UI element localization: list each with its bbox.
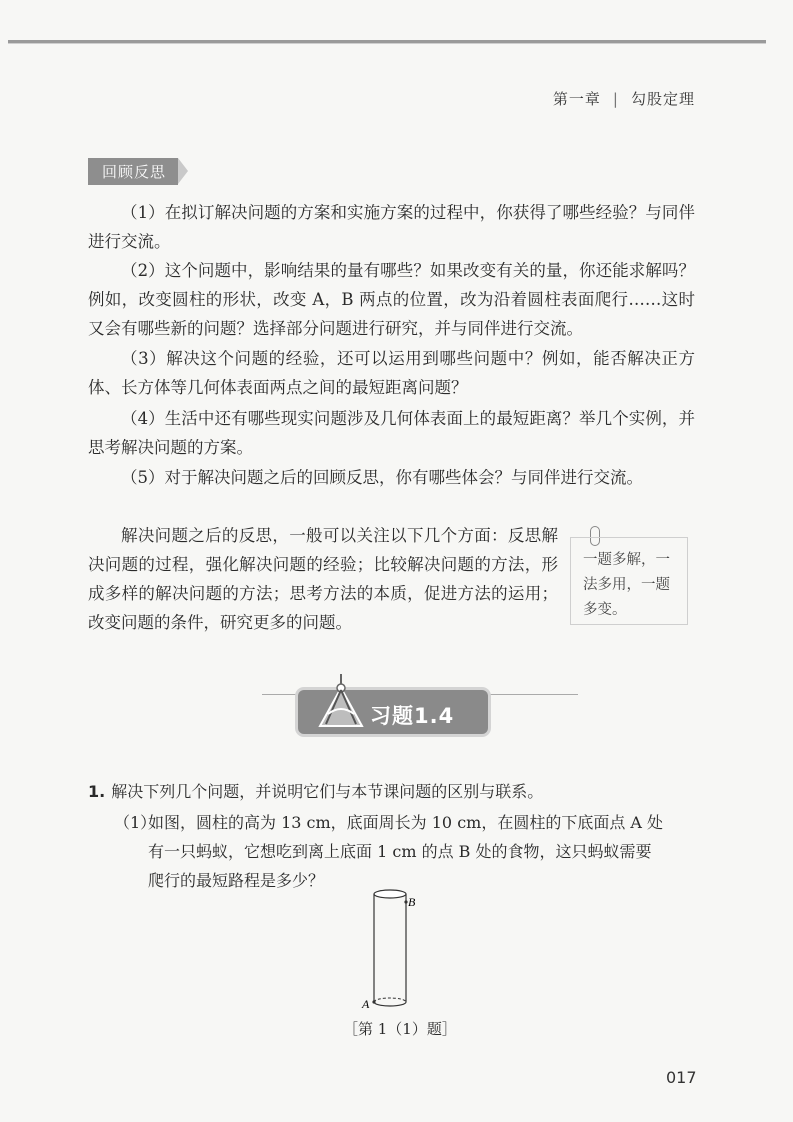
compass-ruler-icon (314, 670, 368, 732)
sidenote-box: 一题多解，一法多用，一题多变。 (570, 537, 688, 625)
running-header (553, 88, 695, 109)
page-number: 017 (666, 1068, 697, 1087)
question-text: 解决下列几个问题，并说明它们与本节课问题的区别与联系。 (111, 782, 544, 801)
top-rule (8, 40, 766, 44)
reflection-item-2: （2）这个问题中，影响结果的量有哪些？如果改变有关的量，你还能求解吗？例如，改变圆柱的形状，改变 A，B 两点的位置，改为沿着圆柱表面爬行……这时又会有哪些新的问题？选择部分问题进行研究，并与同伴进行交流。 (88, 261, 695, 338)
reflection-item-5: （5）对于解决问题之后的回顾反思，你有哪些体会？与同伴进行交流。 (121, 468, 643, 487)
chapter-title: 勾股定理 (630, 90, 695, 108)
subquestion-line-3: 爬行的最短路程是多少？ (148, 871, 325, 890)
cylinder-figure (360, 886, 430, 1014)
chapter-number: 第一章 (552, 90, 601, 108)
subquestion-line-1: 如图，圆柱的高为 13 cm，底面周长为 10 cm，在圆柱的下底面点 A 处 (148, 813, 664, 832)
header-separator: | (612, 90, 619, 108)
reflection-summary: 解决问题之后的反思，一般可以关注以下几个方面：反思解决问题的过程，强化解决问题的经验；比较解决问题的方法，形成多样的解决问题的方法；思考方法的本质，促进方法的运用；改变问题的条件，研究更多的问题。 (88, 526, 558, 632)
exercise-title: 习题1.4 (370, 704, 455, 728)
subquestion-number: （1） (114, 813, 157, 832)
question-1 (88, 778, 708, 806)
question-1-1 (114, 808, 698, 895)
reflection-item-3: （3）解决这个问题的经验，还可以运用到哪些问题中？例如，能否解决正方体、长方体等几何体表面两点之间的最短距离问题？ (88, 349, 695, 397)
reflection-item-1: （1）在拟订解决问题的方案和实施方案的过程中，你获得了哪些经验？与同伴进行交流。 (88, 203, 695, 251)
point-a-label: A (362, 997, 370, 1011)
section-label-reflection: 回顾反思 (88, 158, 178, 185)
subquestion-line-2: 有一只蚂蚁，它想吃到离上底面 1 cm 的点 B 处的食物，这只蚂蚁需要 (148, 842, 652, 861)
figure-caption: ［第 1（1）题］ (343, 1020, 457, 1038)
reflection-item-4: （4）生活中还有哪些现实问题涉及几何体表面上的最短距离？举几个实例，并思考解决问题的方案。 (88, 409, 695, 457)
point-b-label: B (408, 895, 416, 909)
question-number: 1. (88, 782, 106, 801)
